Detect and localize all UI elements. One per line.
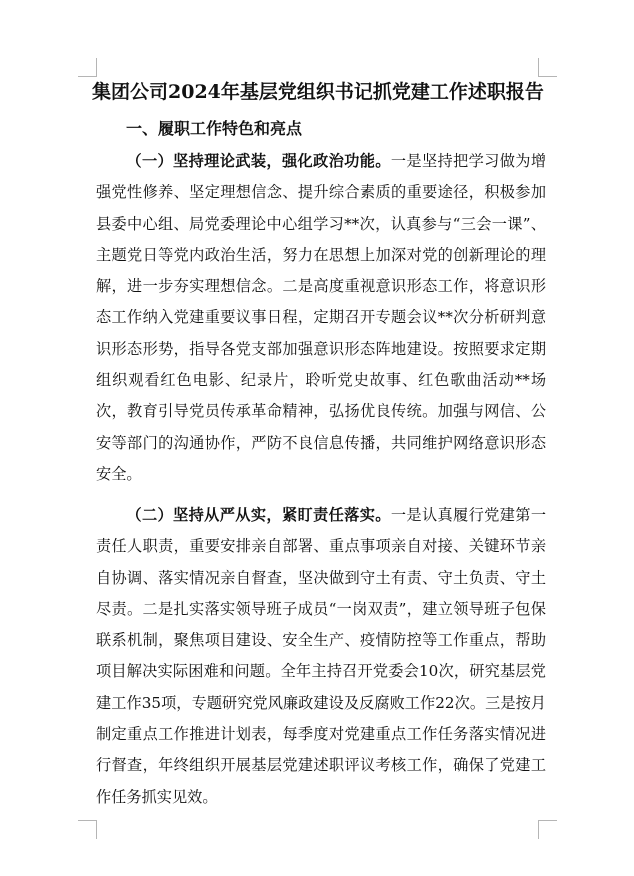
document-title: 集团公司2024年基层党组织书记抓党建工作述职报告 [92, 81, 544, 103]
crop-mark-bottom-left [78, 820, 97, 839]
paragraph-2-lead: （二）坚持从严从实，紧盯责任落实。 [126, 506, 391, 524]
paragraph-1 [96, 146, 546, 490]
crop-mark-bottom-right [538, 820, 557, 839]
section-heading: 一、履职工作特色和亮点 [126, 119, 303, 138]
paragraph-1-lead: （一）坚持理论武装，强化政治功能。 [126, 152, 391, 170]
crop-mark-top-right [538, 58, 557, 77]
paragraph-2 [96, 500, 546, 813]
paragraph-2-body: 一是认真履行党建第一责任人职责，重要安排亲自部署、重点事项亲自对接、关键环节亲自协调、落实情况亲自督查，坚决做到守土有责、守土负责、守土尽责。二是扎实落实领导班子成员“一岗双责”，建立领导班子包保联系机制，聚焦项目建设、安全生产、疫情防控等工作重点，帮助项目解决实际困难和问题。全年主持召开党委会10次，研究基层党建工作35项，专题研究党风廉政建设及反腐败工作22次。三是按月制定重点工作推进计划表，每季度对党建重点工作任务落实情况进行督查，年终组织开展基层党建述职评议考核工作，确保了党建工作任务抓实见效。 [96, 506, 547, 806]
crop-mark-top-left [78, 58, 97, 77]
paragraph-1-body: 一是坚持把学习做为增强党性修养、坚定理想信念、提升综合素质的重要途径，积极参加县委中心组、局党委理论中心组学习**次，认真参与“三会一课”、主题党日等党内政治生活，努力在思想上加深对党的创新理论的理解，进一步夯实理想信念。二是高度重视意识形态工作，将意识形态工作纳入党建重要议事日程，定期召开专题会议**次分析研判意识形态形势，指导各党支部加强意识形态阵地建设。按照要求定期组织观看红色电影、纪录片，聆听党史故事、红色歌曲活动**场次，教育引导党员传承革命精神，弘扬优良传统。加强与网信、公安等部门的沟通协作，严防不良信息传播，共同维护网络意识形态安全。 [96, 152, 547, 483]
